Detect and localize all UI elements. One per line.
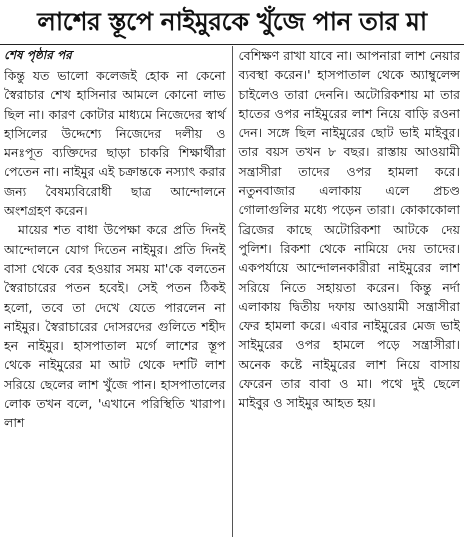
- paragraph: কিন্তু যত ভালো কলেজই হোক না কেনো স্বৈরাচার শেখ হাসিনার আমলে কোনো লাভ ছিল না। কারণ কোটার মাধ্যমে নিজেদের স্বার্থ হাসিলের উদ্দেশ্যে নিজেদের দলীয় ও মনঃপূত ব্যক্তিদের ছাড়া চাকরি শিক্ষার্থীরা পেতেন না। নাইমুর এই চক্রান্তকে নস্যাৎ করার জন্য বৈষম্যবিরোধী ছাত্র আন্দোলনে অংশগ্রহণ করেন।: [4, 68, 226, 219]
- paragraph: বেশিক্ষণ রাখা যাবে না। আপনারা লাশ নেয়ার ব্যবস্থা করেন।' হাসপাতাল থেকে অ্যাম্বুলেন্স চাইলেও তারা দেননি। অটোরিকশায় মা তার হাতের ওপর নাইমুরের লাশ নিয়ে বাড়ি রওনা দেন। সঙ্গে ছিল নাইমুরের ছোট ভাই মাইবুর। তার বয়স তখন ৮ বছর। রাস্তায় আওয়ামী সন্ত্রাসীরা তাদের ওপর হামলা করে। নতুনবাজার এলাকায় এলে প্রচণ্ড গোলাগুলির মধ্যে পড়েন তারা। কোকাকোলা ব্রিজের কাছে অটোরিকশা আটকে দেয় পুলিশ। রিকশা থেকে নামিয়ে দেয় তাদের। একপর্যায়ে আন্দোলনকারীরা নাইমুরের লাশ সরিয়ে নিতে সহায়তা করেন। কিন্তু নর্দা এলাকায় দ্বিতীয় দফায় আওয়ামী সন্ত্রাসীরা ফের হামলা করে। এবার নাইমুরের মেজ ভাই সাইমুরের ওপর হামলে পড়ে সন্ত্রাসীরা। অনেক কষ্টে নাইমুরের লাশ নিয়ে বাসায় ফেরেন তার বাবা ও মা। পথে দুই ছেলে মাইবুর ও সাইমুর আহত হয়।: [238, 48, 460, 411]
- left-column: [4, 46, 232, 537]
- headline: লাশের স্তূপে নাইমুরকে খুঁজে পান তার মা: [0, 0, 464, 45]
- article-body: [4, 46, 460, 537]
- right-column: [232, 46, 461, 537]
- continuation-kicker: শেষ পৃষ্ঠার পর: [4, 48, 72, 62]
- paragraph: মায়ের শত বাধা উপেক্ষা করে প্রতি দিনই আন্দোলনে যোগ দিতেন নাইমুর। প্রতি দিনই বাসা থেকে বের হওয়ার সময় মা'কে বলতেন স্বৈরাচারের পতন হবেই। সেই পতন ঠিকই হলো, তবে তা দেখে যেতে পারলেন না নাইমুর। স্বৈরাচারের দোসরদের গুলিতে শহীদ হন নাইমুর। হাসপাতাল মর্গে লাশের স্তূপ থেকে নাইমুরের মা আট থেকে দশটি লাশ সরিয়ে ছেলের লাশ খুঁজে পান। হাসপাতালের লোক তখন বলে, 'এখানে পরিস্থিতি খারাপ। লাশ: [4, 222, 226, 431]
